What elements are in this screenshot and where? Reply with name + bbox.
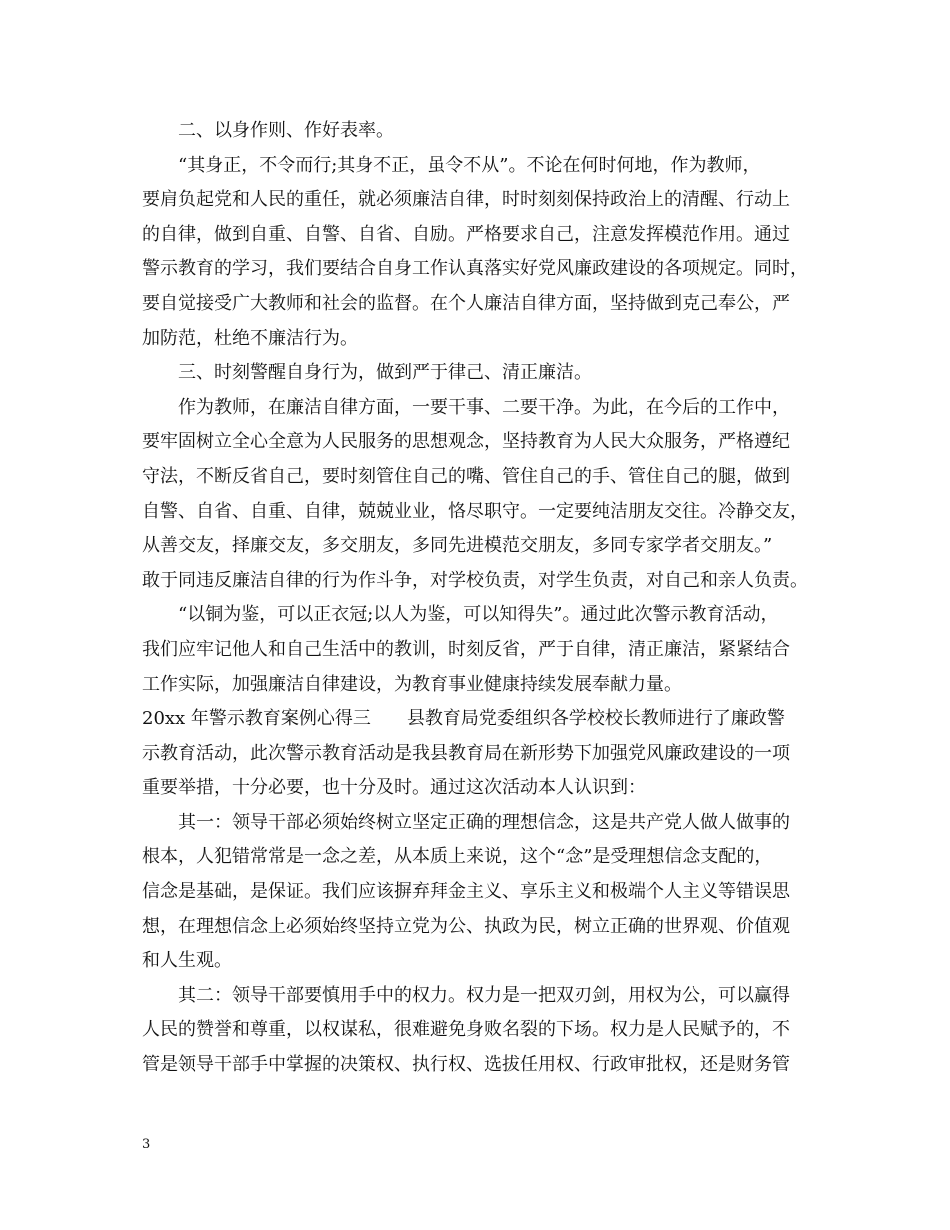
paragraph-text: 县教育局党委组织各学校校长教师进行了廉政警 <box>406 708 785 730</box>
section-title: 20xx 年警示教育案例心得三 <box>142 708 371 730</box>
paragraph-line: 和人生观。 <box>142 950 232 972</box>
paragraph-line: 的自律，做到自重、自警、自省、自励。严格要求自己，注意发挥模范作用。通过 <box>142 223 790 245</box>
paragraph-line: 从善交友，择廉交友，多交朋友，多同先进模范交朋友，多同专家学者交朋友。” <box>142 535 773 557</box>
paragraph-line: 自警、自省、自重、自律，兢兢业业，恪尽职守。一定要纯洁朋友交往。冷静交友， <box>142 500 808 522</box>
paragraph-line: 人民的赞誉和尊重，以权谋私，很难避免身败名裂的下场。权力是人民赋予的，不 <box>142 1019 790 1041</box>
paragraph-line: “以铜为鉴，可以正衣冠;以人为鉴，可以知得失”。通过此次警示教育活动， <box>178 604 779 626</box>
paragraph-line: 工作实际，加强廉洁自律建设，为教育事业健康持续发展奉献力量。 <box>142 673 682 695</box>
paragraph-line: 其一：领导干部必须始终树立坚定正确的理想信念，这是共产党人做人做事的 <box>178 811 790 833</box>
paragraph-line: 管是领导干部手中掌握的决策权、执行权、选拔任用权、行政审批权，还是财务管 <box>142 1054 790 1076</box>
document-body <box>142 114 822 1083</box>
section-title-line <box>142 702 822 737</box>
paragraph-line: 示教育活动，此次警示教育活动是我县教育局在新形势下加强党风廉政建设的一项 <box>142 742 790 764</box>
paragraph-line: 敢于同违反廉洁自律的行为作斗争，对学校负责，对学生负责，对自己和亲人负责。 <box>142 569 808 591</box>
paragraph-line: 作为教师，在廉洁自律方面，一要干事、二要干净。为此，在今后的工作中， <box>178 396 790 418</box>
paragraph-line: “其身正，不令而行;其身不正，虽令不从”。不论在何时何地，作为教师， <box>178 154 761 176</box>
paragraph-line: 信念是基础，是保证。我们应该摒弃拜金主义、享乐主义和极端个人主义等错误思 <box>142 881 790 903</box>
paragraph-line: 重要举措，十分必要，也十分及时。通过这次活动本人认识到： <box>142 777 646 799</box>
paragraph-line: 其二：领导干部要慎用手中的权力。权力是一把双刃剑，用权为公，可以赢得 <box>178 984 790 1006</box>
page-number: 3 <box>142 1137 151 1152</box>
paragraph-line: 想，在理想信念上必须始终坚持立党为公、执政为民，树立正确的世界观、价值观 <box>142 915 790 937</box>
paragraph-line: 根本，人犯错常常是一念之差，从本质上来说，这个“念”是受理想信念支配的， <box>142 846 773 868</box>
paragraph-line: 我们应牢记他人和自己生活中的教训，时刻反省，严于自律，清正廉洁，紧紧结合 <box>142 638 790 660</box>
section-heading-three: 三、时刻警醒自身行为，做到严于律己、清正廉洁。 <box>178 362 592 384</box>
paragraph-line: 守法，不断反省自己，要时刻管住自己的嘴、管住自己的手、管住自己的腿，做到 <box>142 465 790 487</box>
paragraph-line: 加防范，杜绝不廉洁行为。 <box>142 327 358 349</box>
paragraph-line: 要肩负起党和人民的重任，就必须廉洁自律，时时刻刻保持政治上的清醒、行动上 <box>142 189 790 211</box>
paragraph-line: 要自觉接受广大教师和社会的监督。在个人廉洁自律方面，坚持做到克己奉公，严 <box>142 292 790 314</box>
paragraph-line: 要牢固树立全心全意为人民服务的思想观念，坚持教育为人民大众服务，严格遵纪 <box>142 431 790 453</box>
paragraph-line: 警示教育的学习，我们要结合自身工作认真落实好党风廉政建设的各项规定。同时， <box>142 258 808 280</box>
section-heading-two: 二、以身作则、作好表率。 <box>178 120 394 141</box>
